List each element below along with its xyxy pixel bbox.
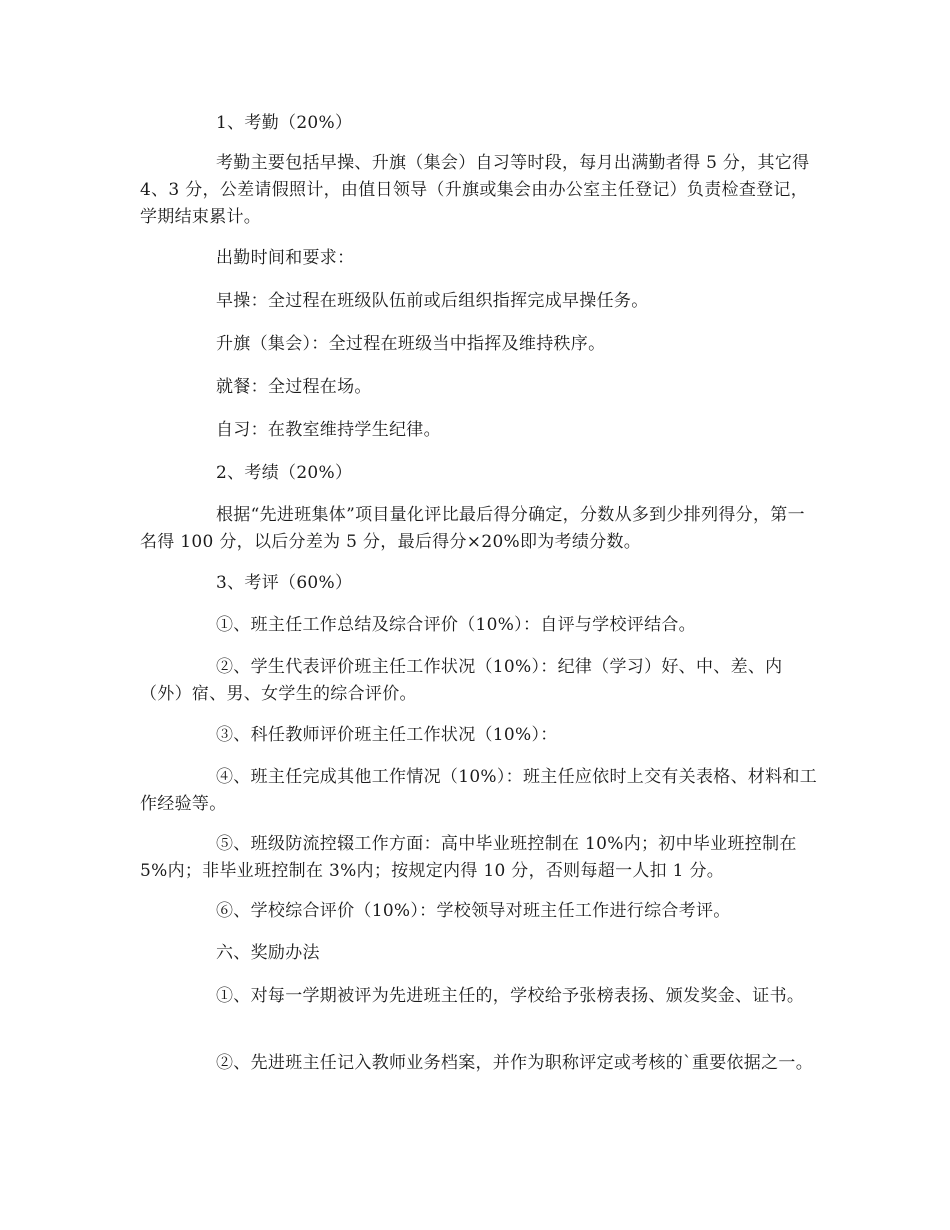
heading-evaluation: 3、考评（60%） (216, 573, 353, 593)
paragraph-self-study: 自习：在教室维持学生纪律。 (216, 420, 441, 440)
heading-attendance: 1、考勤（20%） (216, 113, 353, 133)
paragraph-reward-item-1: ①、对每一学期被评为先进班主任的，学校给予张榜表扬、颁发奖金、证书。 (216, 986, 805, 1006)
heading-performance: 2、考绩（20%） (216, 463, 353, 483)
paragraph-eval-item-1: ①、班主任工作总结及综合评价（10%）：自评与学校评结合。 (216, 615, 696, 635)
paragraph-attendance-detail: 考勤主要包括早操、升旗（集会）自习等时段，每月出满勤者得 5 分，其它得 4、3 分，公差请假照计，由值日领导（升旗或集会由办公室主任登记）负责检查登记，学期结束累计。 (140, 153, 810, 227)
paragraph-eval-item-5: ⑤、班级防流控辍工作方面：高中毕业班控制在 10%内；初中毕业班控制在 5%内；非毕业班控制在 3%内；按规定内得 10 分，否则每超一人扣 1 分。 (140, 834, 797, 881)
paragraph-eval-item-6: ⑥、学校综合评价（10%）：学校领导对班主任工作进行综合考评。 (216, 901, 731, 921)
paragraph-eval-item-3: ③、科任教师评价班主任工作状况（10%）： (216, 725, 558, 745)
paragraph-performance-detail: 根据“先进班集体”项目量化评比最后得分确定，分数从多到少排列得分，第一名得 100 分，以后分差为 5 分，最后得分×20%即为考绩分数。 (140, 505, 805, 552)
paragraph-eval-item-4: ④、班主任完成其他工作情况（10%）：班主任应依时上交有关表格、材料和工作经验等。 (140, 767, 818, 814)
paragraph-reward-item-2: ②、先进班主任记入教师业务档案，并作为职称评定或考核的`重要依据之一。 (216, 1053, 813, 1073)
paragraph-morning-exercise: 早操：全过程在班级队伍前或后组织指挥完成早操任务。 (216, 291, 649, 311)
heading-rewards: 六、奖励办法 (216, 943, 320, 963)
paragraph-attendance-requirements: 出勤时间和要求： (216, 248, 355, 268)
paragraph-dining: 就餐：全过程在场。 (216, 377, 372, 397)
paragraph-flag-raising: 升旗（集会）：全过程在班级当中指挥及维持秩序。 (216, 334, 606, 354)
paragraph-eval-item-2: ②、学生代表评价班主任工作状况（10%）：纪律（学习）好、中、差、内（外）宿、男、女学生的综合评价。 (140, 657, 783, 704)
